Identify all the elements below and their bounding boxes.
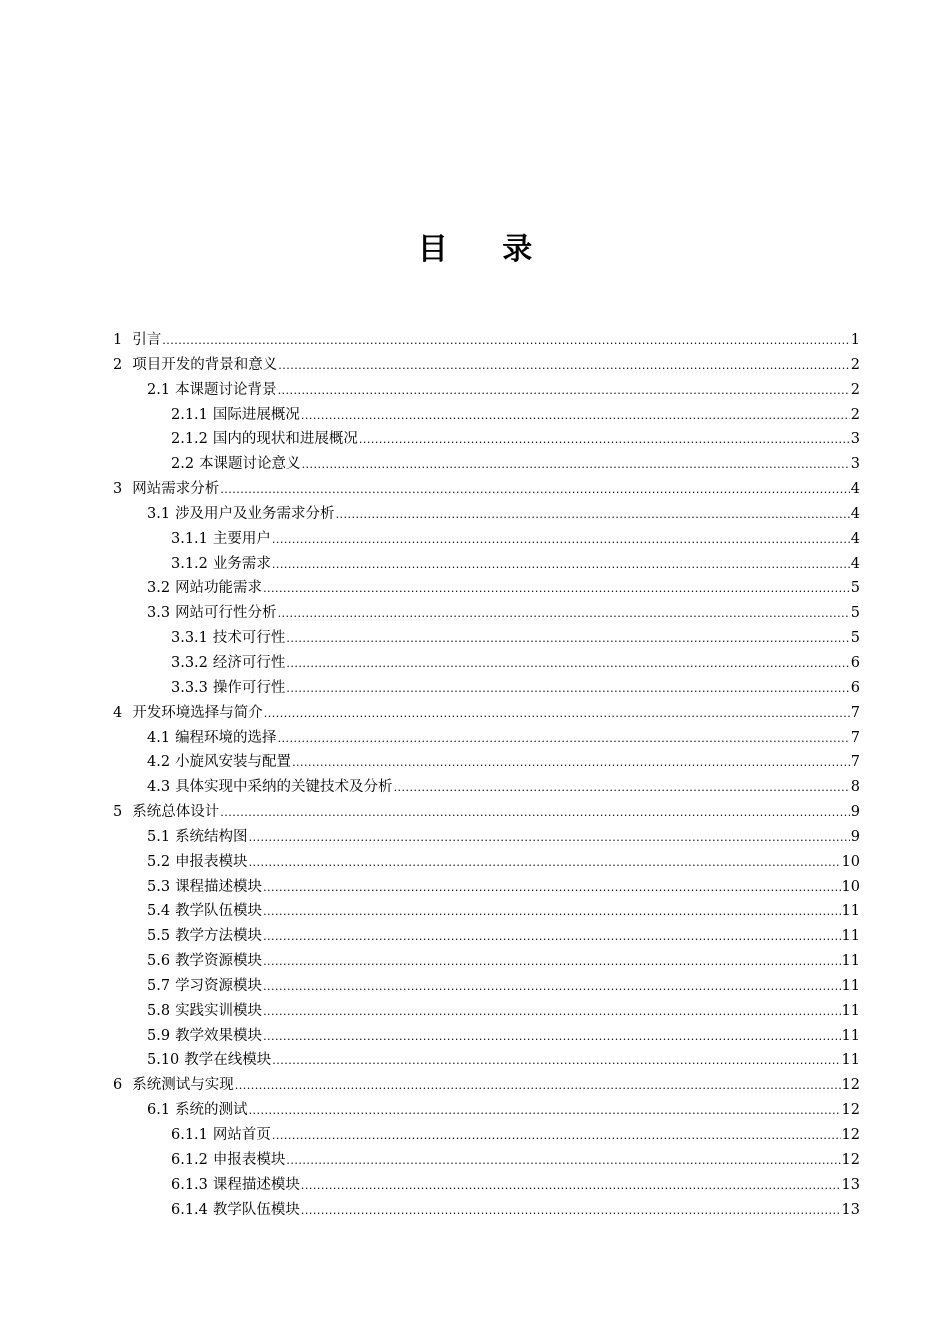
toc-entry-label: 经济可行性 (212, 654, 286, 671)
toc-entry-page: 4 (850, 505, 860, 522)
toc-dot-leader (286, 627, 849, 652)
toc-dot-leader (162, 329, 850, 354)
toc-entry-page: 11 (841, 903, 860, 920)
toc-entry-page: 12 (841, 1077, 860, 1094)
toc-dot-leader (263, 975, 840, 1000)
toc-entry-page: 8 (850, 779, 860, 796)
toc-entry[interactable] (113, 850, 860, 875)
toc-entry-number: 5.9 (147, 1027, 171, 1044)
toc-entry[interactable] (113, 626, 860, 651)
toc-dot-leader (278, 727, 850, 752)
toc-dot-leader (235, 1074, 841, 1099)
toc-entry-number: 3.3 (147, 605, 171, 622)
toc-entry[interactable] (113, 750, 860, 775)
toc-dot-leader (301, 1174, 841, 1199)
toc-entry-label: 主要用户 (212, 530, 271, 547)
toc-entry[interactable] (113, 999, 860, 1024)
toc-dot-leader (301, 404, 850, 429)
toc-entry-number: 2.1.1 (171, 406, 208, 423)
toc-dot-leader (286, 677, 849, 702)
toc-dot-leader (220, 478, 850, 503)
toc-entry-label: 技术可行性 (212, 630, 286, 647)
toc-entry-number: 5.5 (147, 928, 171, 945)
toc-entry[interactable] (113, 527, 860, 552)
toc-entry[interactable] (113, 1024, 860, 1049)
toc-entry-number: 6.1.3 (171, 1176, 208, 1193)
toc-entry-label: 网站功能需求 (175, 580, 263, 597)
toc-dot-leader (263, 950, 840, 975)
toc-entry[interactable] (113, 1173, 860, 1198)
toc-dot-leader (263, 925, 840, 950)
toc-entry-label: 开发环境选择与简介 (132, 704, 263, 721)
toc-entry-page: 2 (850, 356, 860, 373)
toc-entry[interactable] (113, 651, 860, 676)
toc-entry-number: 3.1.1 (171, 530, 208, 547)
toc-entry-page: 5 (850, 630, 860, 647)
toc-entry-label: 系统的测试 (175, 1102, 248, 1119)
toc-entry-label: 小旋风安装与配置 (175, 754, 292, 771)
toc-entry-page: 7 (850, 704, 860, 721)
toc-entry[interactable] (113, 825, 860, 850)
toc-entry[interactable] (113, 726, 860, 751)
toc-entry-page: 12 (841, 1151, 860, 1168)
toc-entry-label: 教学方法模块 (175, 928, 263, 945)
toc-entry-label: 国内的现状和进展概况 (212, 431, 358, 448)
toc-entry-number: 6.1 (147, 1102, 171, 1119)
toc-entry-page: 11 (841, 1002, 860, 1019)
toc-entry-page: 13 (841, 1201, 860, 1218)
toc-entry[interactable] (113, 924, 860, 949)
toc-entry-number: 5.4 (147, 903, 171, 920)
toc-entry-number: 5.10 (147, 1052, 180, 1069)
toc-entry[interactable] (113, 974, 860, 999)
toc-entry-page: 10 (841, 853, 860, 870)
toc-dot-leader (278, 354, 850, 379)
toc-entry[interactable] (113, 701, 860, 726)
toc-dot-leader (263, 876, 840, 901)
toc-dot-leader (272, 1124, 841, 1149)
toc-entry[interactable] (113, 552, 860, 577)
toc-entry-page: 2 (850, 406, 860, 423)
toc-entry[interactable] (113, 477, 860, 502)
toc-entry[interactable] (113, 403, 860, 428)
toc-entry-label: 教学资源模块 (175, 953, 263, 970)
toc-dot-leader (286, 1149, 840, 1174)
toc-entry-page: 6 (850, 679, 860, 696)
toc-list (113, 328, 860, 1222)
toc-entry-number: 5.6 (147, 953, 171, 970)
toc-entry[interactable] (113, 427, 860, 452)
toc-dot-leader (286, 652, 849, 677)
toc-dot-leader (301, 1199, 841, 1224)
toc-entry[interactable] (113, 949, 860, 974)
toc-entry-label: 申报表模块 (212, 1151, 286, 1168)
toc-dot-leader (272, 528, 850, 553)
toc-entry-page: 3 (850, 431, 860, 448)
toc-entry-label: 网站需求分析 (132, 481, 220, 498)
toc-entry-number: 3.3.3 (171, 679, 208, 696)
toc-entry[interactable] (113, 676, 860, 701)
toc-entry-page: 4 (850, 530, 860, 547)
toc-entry[interactable] (113, 775, 860, 800)
toc-entry-label: 课程描述模块 (175, 878, 263, 895)
toc-entry-label: 教学队伍模块 (212, 1201, 300, 1218)
toc-entry[interactable] (113, 800, 860, 825)
toc-entry-number: 6.1.4 (171, 1201, 208, 1218)
toc-entry-label: 教学效果模块 (175, 1027, 263, 1044)
toc-entry[interactable] (113, 601, 860, 626)
toc-entry-label: 涉及用户及业务需求分析 (175, 505, 335, 522)
toc-entry[interactable] (113, 1148, 860, 1173)
toc-entry-label: 引言 (132, 332, 162, 348)
toc-entry-label: 系统总体设计 (132, 804, 220, 821)
toc-entry-number: 1 (113, 332, 123, 348)
toc-entry-number: 6 (113, 1077, 123, 1094)
toc-dot-leader (263, 1025, 840, 1050)
toc-entry-number: 5 (113, 804, 123, 821)
toc-entry-number: 2 (113, 356, 123, 373)
toc-dot-leader (292, 751, 850, 776)
toc-dot-leader (249, 851, 841, 876)
toc-dot-leader (220, 801, 850, 826)
toc-entry[interactable] (113, 378, 860, 403)
toc-entry-page: 11 (841, 1052, 860, 1069)
toc-dot-leader (249, 1099, 841, 1124)
toc-entry[interactable] (113, 1048, 860, 1073)
toc-entry-number: 5.8 (147, 1002, 171, 1019)
page-title: 目 录 (417, 232, 555, 267)
toc-entry-page: 11 (841, 953, 860, 970)
toc-entry-number: 2.1 (147, 381, 171, 398)
toc-entry-page: 12 (841, 1127, 860, 1143)
toc-dot-leader (264, 702, 850, 727)
toc-entry[interactable] (113, 1198, 860, 1223)
toc-entry[interactable] (113, 899, 860, 924)
toc-entry-label: 学习资源模块 (175, 977, 263, 994)
toc-entry-page: 4 (850, 555, 860, 572)
toc-entry-page: 11 (841, 1027, 860, 1044)
toc-entry-number: 2.2 (171, 456, 195, 473)
toc-entry[interactable] (113, 875, 860, 900)
toc-entry-number: 3.1.2 (171, 555, 208, 572)
toc-entry-label: 系统结构图 (175, 828, 248, 845)
toc-dot-leader (272, 553, 850, 578)
toc-entry-page: 6 (850, 654, 860, 671)
toc-entry-label: 系统测试与实现 (132, 1077, 234, 1094)
toc-dot-leader (278, 379, 850, 404)
toc-entry-label: 国际进展概况 (212, 406, 300, 423)
toc-entry-label: 教学队伍模块 (175, 903, 263, 920)
toc-entry-page: 11 (841, 928, 860, 945)
toc-entry-label: 实践实训模块 (175, 1002, 263, 1019)
toc-entry-number: 3.1 (147, 505, 171, 522)
toc-entry-label: 网站可行性分析 (175, 605, 277, 622)
toc-entry[interactable] (113, 1073, 860, 1098)
toc-entry-page: 1 (850, 332, 860, 348)
toc-entry-page: 3 (850, 456, 860, 473)
toc-dot-leader (263, 900, 840, 925)
toc-entry-page: 11 (841, 977, 860, 994)
toc-entry-number: 5.7 (147, 977, 171, 994)
toc-entry-page: 7 (850, 729, 860, 746)
toc-entry-page: 5 (850, 580, 860, 597)
toc-entry-page: 13 (841, 1176, 860, 1193)
toc-dot-leader (394, 776, 850, 801)
toc-entry-label: 操作可行性 (212, 679, 286, 696)
toc-entry-page: 5 (850, 605, 860, 622)
toc-entry-label: 申报表模块 (175, 853, 248, 870)
toc-entry-number: 6.1.1 (171, 1127, 208, 1143)
toc-dot-leader (359, 428, 850, 453)
toc-entry[interactable] (113, 328, 860, 353)
toc-entry-number: 3.3.1 (171, 630, 208, 647)
toc-entry-page: 2 (850, 381, 860, 398)
toc-entry-number: 3.3.2 (171, 654, 208, 671)
toc-entry-label: 教学在线模块 (184, 1052, 272, 1069)
toc-dot-leader (302, 453, 850, 478)
toc-entry[interactable] (113, 452, 860, 477)
toc-entry[interactable] (113, 1123, 860, 1148)
toc-entry-label: 网站首页 (212, 1127, 271, 1143)
toc-dot-leader (336, 503, 850, 528)
toc-entry-number: 4 (113, 704, 123, 721)
toc-entry-number: 6.1.2 (171, 1151, 208, 1168)
toc-entry-number: 3.2 (147, 580, 171, 597)
toc-entry-number: 4.1 (147, 729, 171, 746)
toc-entry[interactable] (113, 576, 860, 601)
toc-entry[interactable] (113, 353, 860, 378)
toc-dot-leader (263, 577, 850, 602)
toc-entry-label: 项目开发的背景和意义 (132, 356, 278, 373)
toc-entry-page: 9 (850, 804, 860, 821)
toc-entry-page: 10 (841, 878, 860, 895)
toc-entry-number: 4.3 (147, 779, 171, 796)
toc-entry-number: 3 (113, 481, 123, 498)
toc-entry-number: 5.3 (147, 878, 171, 895)
toc-entry-label: 业务需求 (212, 555, 271, 572)
toc-entry-page: 12 (841, 1102, 860, 1119)
toc-dot-leader (272, 1049, 840, 1074)
toc-entry-label: 课程描述模块 (212, 1176, 300, 1193)
toc-entry-label: 具体实现中采纳的关键技术及分析 (175, 779, 393, 796)
toc-entry-number: 5.1 (147, 828, 171, 845)
toc-dot-leader (278, 602, 850, 627)
toc-entry-page: 9 (850, 828, 860, 845)
toc-entry-label: 编程环境的选择 (175, 729, 277, 746)
toc-entry-number: 4.2 (147, 754, 171, 771)
toc-entry-label: 本课题讨论意义 (199, 456, 301, 473)
toc-dot-leader (249, 826, 850, 851)
toc-entry-number: 5.2 (147, 853, 171, 870)
toc-dot-leader (263, 1000, 840, 1025)
toc-entry-page: 4 (850, 481, 860, 498)
toc-entry-page: 7 (850, 754, 860, 771)
toc-entry[interactable] (113, 502, 860, 527)
toc-entry-number: 2.1.2 (171, 431, 208, 448)
toc-entry-label: 本课题讨论背景 (175, 381, 277, 398)
toc-entry[interactable] (113, 1098, 860, 1123)
